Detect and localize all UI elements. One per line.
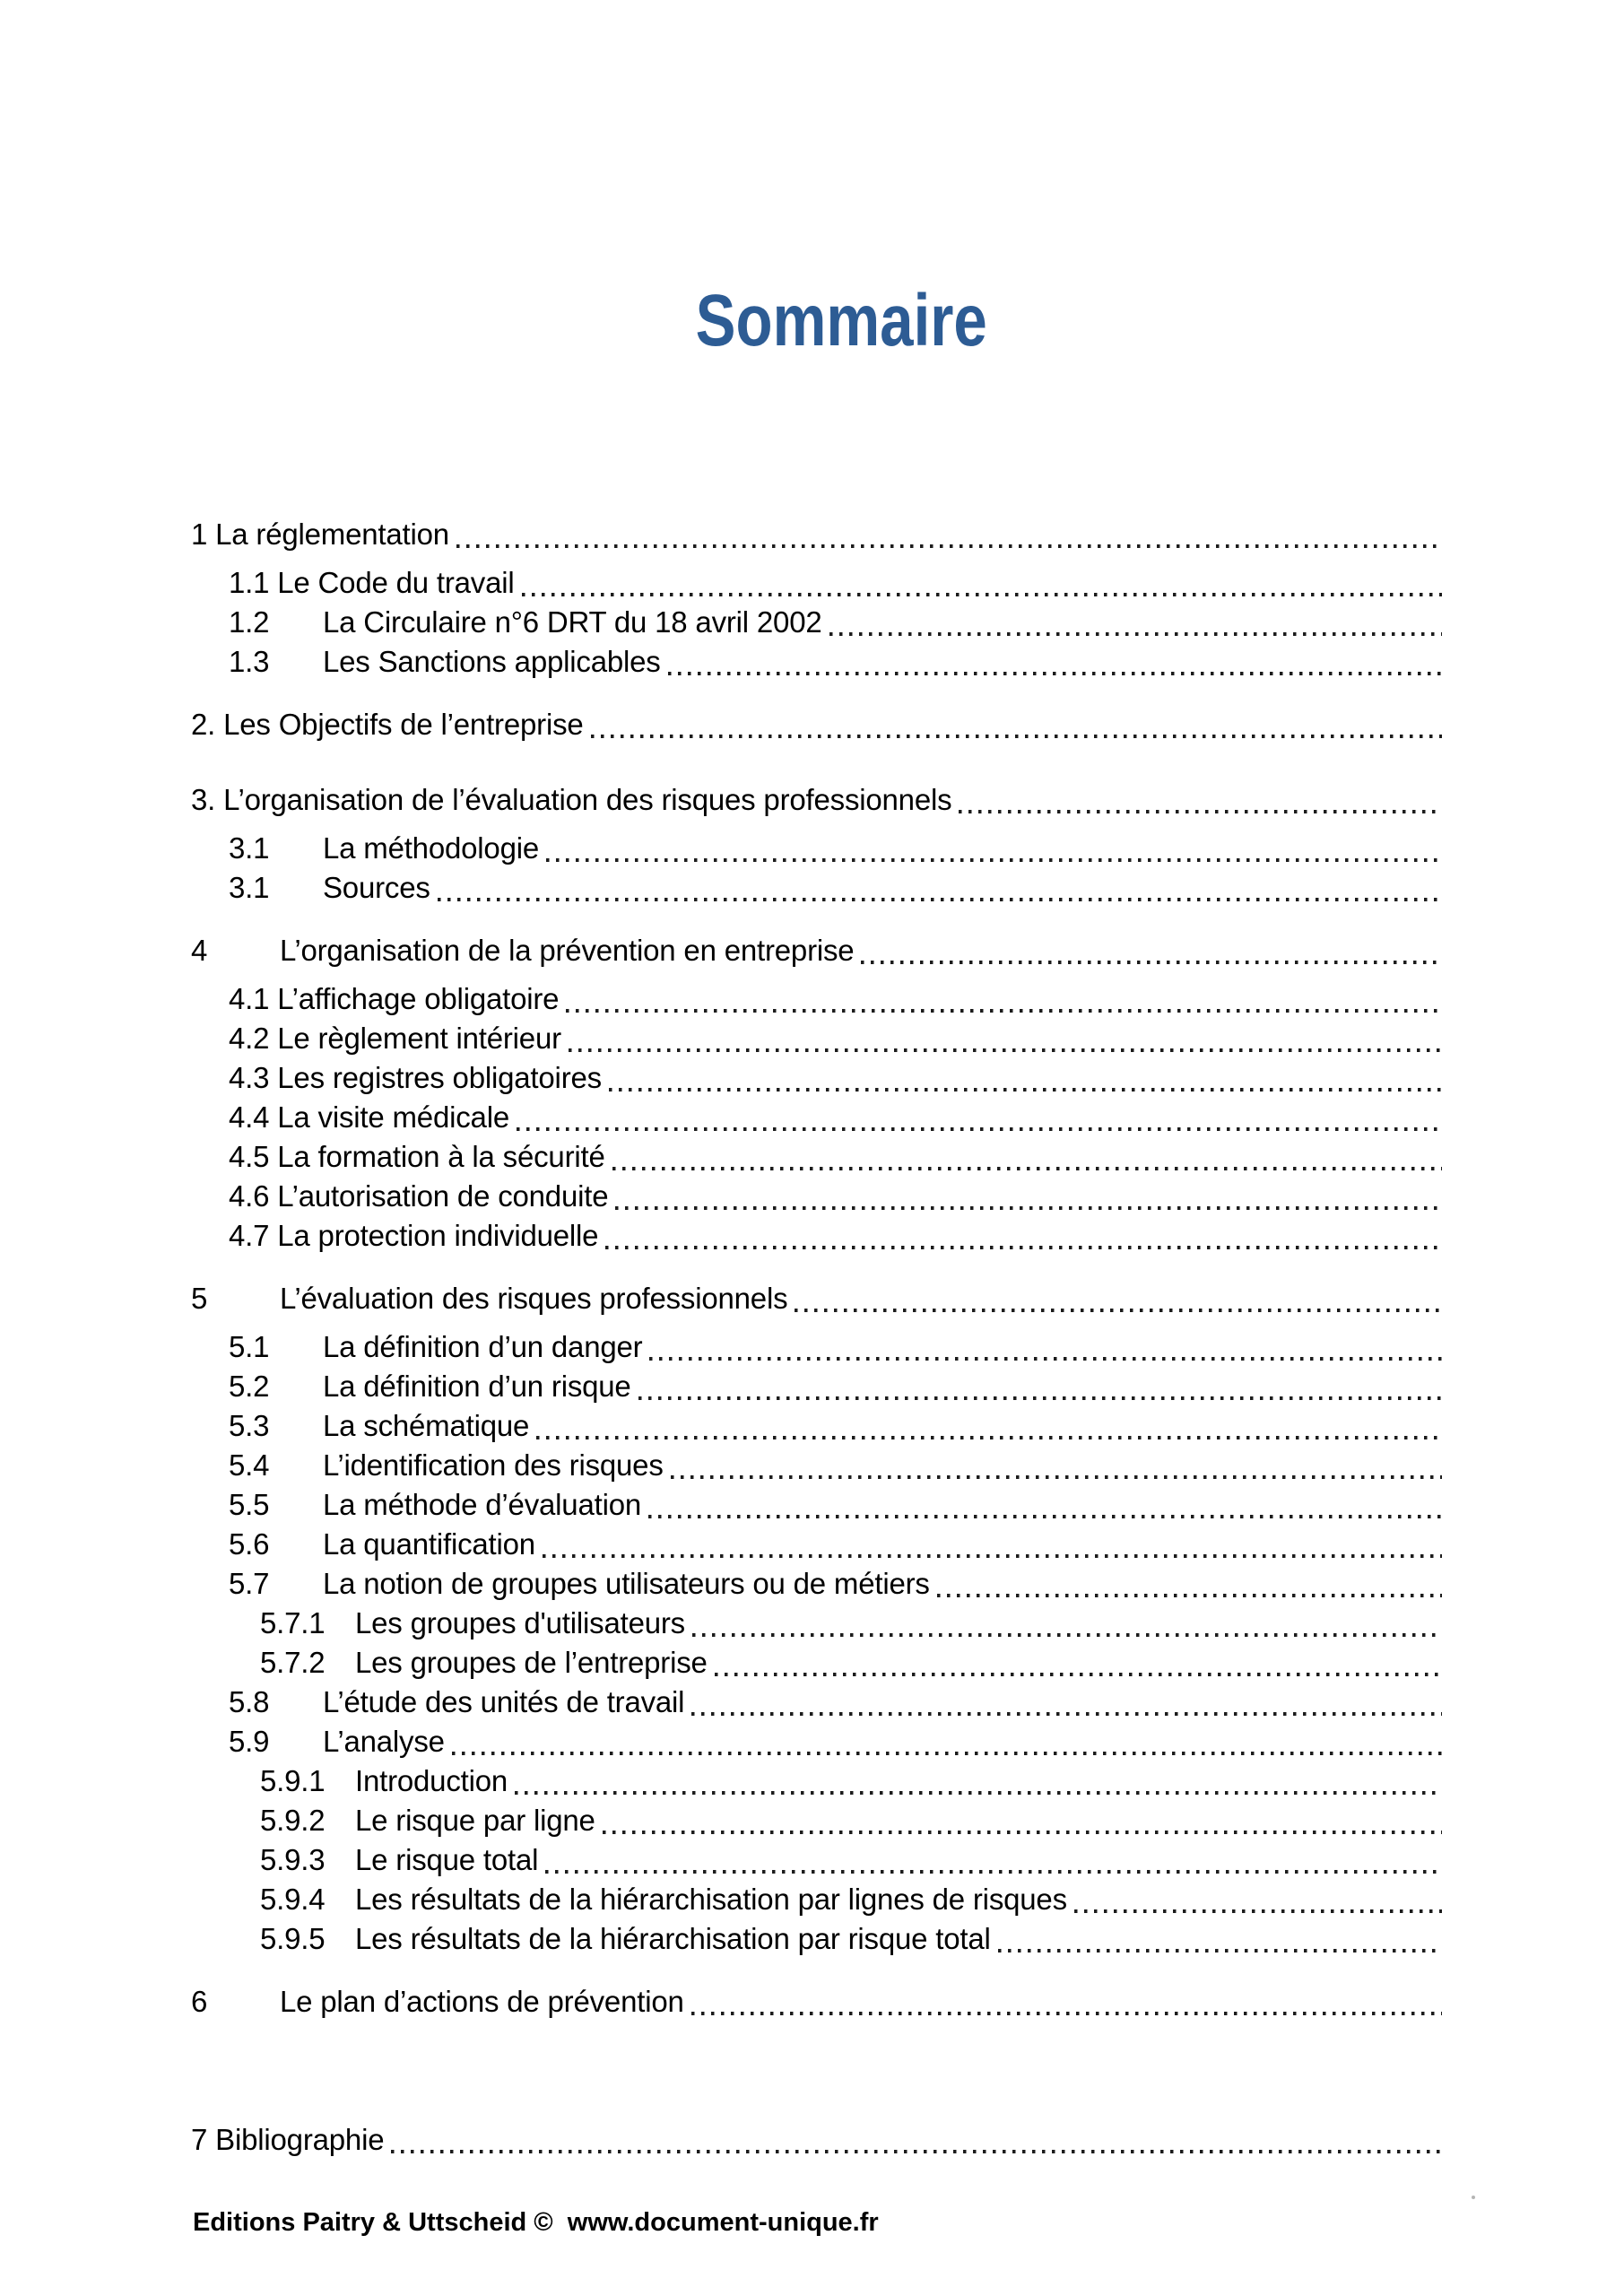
toc-entry-number: 1 xyxy=(191,517,208,551)
toc-entry xyxy=(260,1919,1442,1959)
toc-entry-label: La Circulaire n°6 DRT du 18 avril 2002 xyxy=(323,605,822,639)
toc-entry xyxy=(229,1367,1442,1406)
dotted-leader xyxy=(536,1436,1442,1439)
toc-entry-number: 3.1 xyxy=(229,871,270,904)
dotted-leader xyxy=(591,735,1442,738)
toc-entry xyxy=(229,1098,1442,1137)
page-title-text: Sommaire xyxy=(695,280,988,361)
toc-entry-number: 4.7 xyxy=(229,1219,270,1252)
toc-entry xyxy=(260,1840,1442,1880)
dotted-leader xyxy=(691,2012,1442,2015)
toc-entry xyxy=(191,931,1442,970)
dotted-leader xyxy=(522,593,1442,596)
toc-entry xyxy=(191,2120,1442,2160)
dotted-leader xyxy=(795,1309,1442,1312)
toc-entry xyxy=(229,563,1442,603)
toc-entry-label: Sources xyxy=(323,871,430,904)
dotted-leader xyxy=(671,1475,1442,1479)
dotted-leader xyxy=(545,1870,1442,1874)
dotted-leader xyxy=(543,1554,1442,1558)
dotted-leader xyxy=(937,1594,1442,1597)
toc-entry-label: L’évaluation des risques professionnels xyxy=(280,1282,788,1315)
table-of-contents xyxy=(0,515,1624,2160)
dotted-leader xyxy=(517,1127,1442,1131)
dotted-leader xyxy=(612,1167,1442,1170)
toc-entry-number: 7 xyxy=(191,2123,208,2156)
toc-entry-number: 5 xyxy=(191,1282,208,1315)
toc-entry-label: Les Objectifs de l’entreprise xyxy=(223,708,584,741)
toc-entry-label: La schématique xyxy=(323,1409,530,1442)
toc-entry-label: La méthode d’évaluation xyxy=(323,1488,642,1521)
dotted-leader xyxy=(546,858,1442,862)
toc-entry-label: Le règlement intérieur xyxy=(277,1022,561,1055)
toc-entry xyxy=(260,1604,1442,1643)
toc-entry xyxy=(229,1683,1442,1722)
toc-entry xyxy=(229,1406,1442,1446)
toc-entry-number: 1.2 xyxy=(229,605,270,639)
toc-entry-number: 4.5 xyxy=(229,1140,270,1173)
toc-entry-label: La notion de groupes utilisateurs ou de métiers xyxy=(323,1567,930,1600)
toc-entry-number: 5.9.2 xyxy=(260,1804,326,1837)
toc-entry-label: Introduction xyxy=(355,1764,508,1797)
toc-entry-number: 4.1 xyxy=(229,982,270,1015)
dotted-leader xyxy=(566,1009,1442,1013)
toc-entry xyxy=(260,1761,1442,1801)
dotted-leader xyxy=(569,1048,1442,1052)
toc-entry-number: 4.3 xyxy=(229,1061,270,1094)
toc-entry-label: Le Code du travail xyxy=(277,566,515,599)
toc-entry-number: 5.9.3 xyxy=(260,1843,326,1876)
dotted-leader xyxy=(998,1949,1442,1952)
toc-entry xyxy=(191,1982,1442,2022)
toc-entry-label: L’étude des unités de travail xyxy=(323,1685,685,1718)
toc-entry-number: 4 xyxy=(191,934,208,967)
toc-entry xyxy=(260,1880,1442,1919)
toc-entry-label: Le plan d’actions de prévention xyxy=(280,1985,684,2018)
dotted-leader xyxy=(668,672,1442,675)
toc-entry-number: 5.7.2 xyxy=(260,1646,326,1679)
dotted-leader xyxy=(609,1088,1442,1091)
toc-entry-label: Les groupes d'utilisateurs xyxy=(355,1606,685,1639)
toc-entry-number: 2. xyxy=(191,708,216,741)
dotted-leader xyxy=(959,810,1442,813)
toc-entry xyxy=(229,979,1442,1019)
dotted-leader xyxy=(691,1712,1442,1716)
toc-entry xyxy=(229,603,1442,642)
toc-entry xyxy=(260,1801,1442,1840)
toc-entry xyxy=(229,642,1442,682)
toc-entry-number: 5.9.1 xyxy=(260,1764,326,1797)
toc-entry-label: Les Sanctions applicables xyxy=(323,645,661,678)
toc-entry xyxy=(229,1564,1442,1604)
toc-entry-number: 3. xyxy=(191,783,216,816)
toc-entry-number: 5.1 xyxy=(229,1330,270,1363)
toc-entry-number: 5.7 xyxy=(229,1567,270,1600)
toc-entry-number: 4.6 xyxy=(229,1179,270,1213)
toc-entry-label: L’identification des risques xyxy=(323,1448,664,1482)
toc-entry-label: L’organisation de l’évaluation des risques professionnels xyxy=(223,783,952,816)
toc-entry-label: Les résultats de la hiérarchisation par lignes de risques xyxy=(355,1883,1067,1916)
dotted-leader xyxy=(692,1633,1442,1637)
toc-entry-number: 4.2 xyxy=(229,1022,270,1055)
toc-entry-label: Bibliographie xyxy=(215,2123,385,2156)
toc-entry xyxy=(229,1058,1442,1098)
toc-entry-label: La protection individuelle xyxy=(277,1219,599,1252)
toc-entry-label: L’affichage obligatoire xyxy=(277,982,560,1015)
toc-entry xyxy=(191,515,1442,554)
toc-entry-number: 5.5 xyxy=(229,1488,270,1521)
toc-entry-number: 5.7.1 xyxy=(260,1606,326,1639)
toc-entry-number: 1.1 xyxy=(229,566,270,599)
toc-entry-number: 3.1 xyxy=(229,831,270,865)
toc-entry-label: L’analyse xyxy=(323,1725,445,1758)
toc-entry-number: 4.4 xyxy=(229,1100,270,1134)
toc-entry-number: 5.2 xyxy=(229,1370,270,1403)
toc-entry xyxy=(229,1327,1442,1367)
toc-entry-label: L’autorisation de conduite xyxy=(277,1179,609,1213)
toc-entry xyxy=(229,1722,1442,1761)
dotted-leader xyxy=(615,1206,1442,1210)
dotted-leader xyxy=(638,1396,1442,1400)
toc-entry-label: Les groupes de l’entreprise xyxy=(355,1646,708,1679)
toc-entry xyxy=(229,1485,1442,1525)
toc-entry xyxy=(229,1216,1442,1256)
toc-entry xyxy=(229,1525,1442,1564)
toc-entry-label: L’organisation de la prévention en entreprise xyxy=(280,934,855,967)
toc-entry xyxy=(229,1446,1442,1485)
scan-artifact-dot xyxy=(1472,2196,1475,2199)
dotted-leader xyxy=(1074,1909,1442,1913)
toc-entry xyxy=(229,868,1442,908)
toc-entry-number: 1.3 xyxy=(229,645,270,678)
toc-entry xyxy=(191,780,1442,820)
page-title xyxy=(0,0,1624,361)
dotted-leader xyxy=(605,1246,1442,1249)
toc-entry-number: 5.3 xyxy=(229,1409,270,1442)
toc-entry-label: La visite médicale xyxy=(277,1100,509,1134)
toc-entry-number: 5.9.4 xyxy=(260,1883,326,1916)
toc-entry-label: Les résultats de la hiérarchisation par risque total xyxy=(355,1922,991,1955)
toc-entry-label: La méthodologie xyxy=(323,831,540,865)
toc-entry-label: Le risque total xyxy=(355,1843,539,1876)
dotted-leader xyxy=(649,1357,1442,1361)
toc-entry-label: La formation à la sécurité xyxy=(277,1140,605,1173)
toc-entry-number: 5.9.5 xyxy=(260,1922,326,1955)
toc-entry-label: La définition d’un risque xyxy=(323,1370,631,1403)
toc-entry-number: 5.6 xyxy=(229,1527,270,1561)
toc-entry xyxy=(229,829,1442,868)
toc-entry-label: La définition d’un danger xyxy=(323,1330,643,1363)
toc-entry xyxy=(260,1643,1442,1683)
dotted-leader xyxy=(861,961,1442,964)
toc-entry-label: La quantification xyxy=(323,1527,535,1561)
toc-entry-number: 5.8 xyxy=(229,1685,270,1718)
toc-entry-number: 5.4 xyxy=(229,1448,270,1482)
toc-entry xyxy=(229,1177,1442,1216)
dotted-leader xyxy=(829,632,1442,636)
toc-entry-label: Le risque par ligne xyxy=(355,1804,595,1837)
toc-entry xyxy=(229,1137,1442,1177)
dotted-leader xyxy=(603,1831,1442,1834)
toc-entry-label: La réglementation xyxy=(215,517,449,551)
footer-text: Editions Paitry & Uttscheid © www.document-unique.fr xyxy=(193,2208,879,2237)
toc-entry-number: 5.9 xyxy=(229,1725,270,1758)
dotted-leader xyxy=(452,1752,1442,1755)
toc-entry xyxy=(191,705,1442,744)
toc-entry-number: 6 xyxy=(191,1985,208,2018)
dotted-leader xyxy=(715,1673,1442,1676)
toc-entry xyxy=(229,1019,1442,1058)
dotted-leader xyxy=(438,898,1442,901)
dotted-leader xyxy=(391,2150,1442,2153)
dotted-leader xyxy=(456,544,1442,548)
toc-entry-label: Les registres obligatoires xyxy=(277,1061,602,1094)
dotted-leader xyxy=(648,1515,1442,1518)
dotted-leader xyxy=(515,1791,1442,1795)
toc-entry xyxy=(191,1279,1442,1318)
